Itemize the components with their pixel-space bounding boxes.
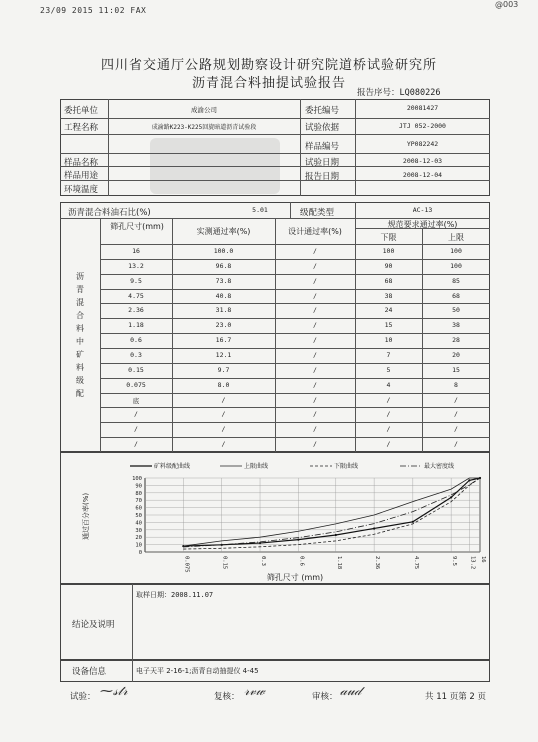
test-date-value: 2008-12-03 — [402, 157, 443, 165]
row-12-passing: / — [221, 425, 226, 434]
row-10-passing: / — [221, 395, 226, 404]
row-9-design: / — [313, 380, 317, 389]
row-2-design: / — [313, 276, 317, 285]
row-11-sieve: / — [134, 410, 138, 419]
row-7-sieve: 0.3 — [130, 351, 142, 360]
row-5-sieve: 1.18 — [128, 321, 144, 330]
row-13-sieve: / — [134, 440, 138, 449]
y-tick-label-4: 40 — [135, 520, 142, 527]
report-title: 沥青混合料抽提试验报告 — [191, 76, 346, 91]
fax-timestamp: 23/09 2015 11:02 FAX — [40, 6, 147, 15]
row-13-passing: / — [221, 440, 226, 449]
row-7-design: / — [313, 351, 317, 360]
y-tick-label-8: 80 — [135, 490, 142, 497]
sample-no-label: 样品编号 — [305, 142, 340, 152]
conclusion-box — [60, 584, 490, 660]
y-tick-label-5: 50 — [135, 513, 142, 519]
row-1-design: / — [313, 261, 317, 270]
design-header: 设计通过率(%) — [288, 227, 342, 236]
x-axis-label: 筛孔尺寸 (mm) — [266, 573, 324, 582]
x-tick-label-9: 16 — [480, 556, 486, 563]
row-0-passing: 100.0 — [213, 247, 234, 255]
legend-label-0: 矿料级配曲线 — [154, 463, 191, 470]
x-tick-label-3: 0.6 — [298, 556, 305, 566]
series-0-point-4 — [335, 534, 337, 536]
row-10-lower: / — [386, 395, 391, 404]
row-4-passing: 31.8 — [215, 306, 232, 315]
row-8-sieve: 0.15 — [128, 365, 144, 374]
row-13-upper: / — [454, 440, 458, 449]
oil-ratio-label: 沥青混合料油石比(%) — [68, 208, 151, 218]
sampling-date — [136, 590, 213, 600]
row-11-passing: / — [221, 410, 226, 419]
row-2-passing: 73.8 — [215, 276, 232, 285]
row-0-lower: 100 — [382, 247, 395, 255]
row-6-upper: 28 — [452, 336, 460, 345]
equipment-value: 电子天平 2-16-1;沥青自动抽提仪 4-45 — [136, 667, 259, 675]
x-tick-label-8: 13.2 — [469, 556, 476, 570]
row-12-design: / — [313, 425, 317, 434]
series-line-2 — [183, 478, 480, 549]
lower-header: 下限 — [380, 233, 397, 242]
reviewer-signature: 𝓇𝓋𝓌 — [244, 684, 265, 699]
row-10-sieve: 底 — [132, 396, 140, 405]
row-3-sieve: 4.75 — [128, 291, 144, 300]
row-6-passing: 16.7 — [215, 336, 232, 345]
oil-ratio-value: 5.01 — [252, 206, 268, 214]
commission-no-label: 委托编号 — [305, 106, 340, 116]
grading-chart — [60, 452, 490, 584]
report-number-value: LQ080226 — [399, 88, 441, 98]
client-label: 委托单位 — [64, 106, 99, 116]
row-9-lower: 4 — [386, 380, 391, 389]
y-tick-label-10: 100 — [132, 476, 142, 482]
x-tick-label-1: 0.15 — [221, 556, 228, 570]
row-0-design: / — [313, 247, 317, 255]
row-2-lower: 68 — [384, 276, 393, 285]
y-tick-label-9: 90 — [135, 483, 142, 490]
row-9-passing: 8.0 — [217, 380, 230, 389]
equipment-label: 设备信息 — [72, 667, 107, 677]
commission-no-value: 20081427 — [406, 104, 439, 112]
y-tick-label-0: 0 — [138, 550, 142, 556]
row-8-passing: 9.7 — [217, 365, 230, 374]
y-tick-label-6: 60 — [135, 505, 142, 512]
upper-header: 上限 — [448, 233, 464, 242]
basis-value: JTJ 052-2000 — [399, 122, 446, 130]
row-10-design: / — [313, 395, 317, 404]
series-0-point-5 — [373, 527, 375, 529]
row-8-upper: 15 — [452, 365, 460, 374]
sample-no-value: YP082242 — [406, 140, 439, 148]
row-7-passing: 12.1 — [215, 351, 232, 360]
page-count: 共 11 页第 2 页 — [425, 692, 487, 702]
x-tick-label-2: 0.3 — [260, 556, 267, 566]
row-9-sieve: 0.075 — [126, 380, 146, 389]
row-5-upper: 38 — [452, 321, 460, 330]
x-tick-label-0: 0.075 — [183, 556, 190, 573]
row-0-upper: 100 — [450, 247, 462, 255]
legend-label-3: 最大密度线 — [424, 463, 455, 470]
row-6-sieve: 0.6 — [130, 336, 142, 345]
row-4-lower: 24 — [384, 306, 393, 315]
test-date-label: 试验日期 — [305, 158, 340, 168]
sampling-date-label: 取样日期： — [136, 591, 171, 599]
series-0-point-3 — [297, 539, 299, 541]
row-1-lower: 90 — [384, 261, 393, 270]
row-12-upper: / — [454, 425, 458, 434]
row-3-design: / — [313, 291, 317, 300]
stamp-smudge — [150, 138, 280, 194]
series-0-point-8 — [468, 479, 470, 481]
row-12-sieve: / — [134, 425, 138, 434]
audit-label: 审核： — [312, 692, 338, 702]
y-tick-label-2: 20 — [135, 535, 142, 542]
sample-use-label: 样品用途 — [64, 171, 99, 181]
row-2-sieve: 9.5 — [130, 276, 142, 285]
tester-signature: ⁓𝓈𝓉𝓇 — [100, 684, 128, 699]
row-13-lower: / — [386, 440, 391, 449]
institute-title: 四川省交通厅公路规划勘察设计研究院道桥试验研究所 — [100, 58, 437, 73]
row-12-lower: / — [386, 425, 391, 434]
series-0-point-7 — [450, 496, 452, 498]
test-label: 试验： — [70, 692, 96, 702]
x-tick-label-5: 2.36 — [374, 556, 381, 570]
row-1-sieve: 13.2 — [128, 261, 144, 270]
client-value: 成渝公司 — [191, 106, 217, 114]
report-date-label: 报告日期 — [305, 172, 340, 182]
side-label: 沥青混合料中矿料级配 — [76, 272, 84, 398]
row-11-design: / — [313, 410, 317, 419]
row-2-upper: 85 — [452, 276, 460, 285]
row-8-lower: 5 — [386, 365, 391, 374]
grading-type-value: AC-13 — [412, 206, 433, 214]
series-0-point-6 — [412, 521, 414, 523]
report-number-label: 报告序号： — [357, 88, 400, 98]
row-5-lower: 15 — [384, 321, 393, 330]
row-13-design: / — [313, 440, 317, 449]
project-value: 成渝路K223-K225回旋暗道沥青试验段 — [151, 124, 257, 131]
row-11-upper: / — [454, 410, 458, 419]
x-tick-label-7: 9.5 — [451, 556, 458, 566]
series-line-0 — [183, 478, 480, 546]
row-1-passing: 96.8 — [215, 261, 232, 270]
env-temp-label: 环境温度 — [64, 185, 99, 195]
auditor-signature: 𝒶𝓊𝒹 — [340, 684, 362, 699]
row-5-passing: 23.0 — [215, 321, 232, 330]
y-tick-label-1: 10 — [135, 542, 142, 549]
row-1-upper: 100 — [450, 261, 462, 270]
x-tick-label-4: 1.18 — [335, 556, 342, 570]
row-3-lower: 38 — [384, 291, 393, 300]
sample-name-label: 样品名称 — [64, 158, 99, 168]
row-9-upper: 8 — [454, 380, 458, 389]
row-8-design: / — [313, 365, 317, 374]
spec-header: 规范要求通过率(%) — [387, 220, 458, 229]
grading-type-label: 级配类型 — [300, 208, 335, 218]
y-tick-label-7: 70 — [135, 498, 142, 505]
passing-header: 实测通过率(%) — [196, 227, 251, 236]
report-date-value: 2008-12-04 — [402, 171, 443, 179]
row-3-passing: 40.8 — [215, 291, 232, 300]
row-7-upper: 20 — [452, 351, 460, 360]
conclusion-label: 结论及说明 — [72, 620, 115, 630]
fax-page-mark: @003 — [495, 0, 519, 9]
equipment-box — [60, 660, 490, 682]
legend-label-1: 上限曲线 — [244, 463, 269, 470]
row-7-lower: 7 — [386, 351, 391, 360]
x-tick-label-6: 4.75 — [412, 556, 419, 570]
row-5-design: / — [313, 321, 317, 330]
sieve-header: 筛孔尺寸(mm) — [110, 222, 164, 231]
row-0-sieve: 16 — [132, 247, 140, 255]
row-4-upper: 50 — [452, 306, 460, 315]
y-tick-label-3: 30 — [135, 527, 142, 534]
review-label: 复核： — [214, 692, 240, 702]
project-label: 工程名称 — [64, 123, 99, 133]
legend-label-2: 下限曲线 — [334, 463, 359, 470]
row-3-upper: 68 — [452, 291, 460, 300]
sampling-date-value: 2008.11.07 — [171, 591, 214, 599]
row-6-design: / — [313, 336, 317, 345]
report-number — [357, 86, 440, 98]
row-4-sieve: 2.36 — [128, 306, 144, 315]
series-0-point-2 — [259, 542, 261, 544]
row-11-lower: / — [386, 410, 391, 419]
row-4-design: / — [313, 306, 317, 315]
row-10-upper: / — [454, 395, 458, 404]
series-line-3 — [183, 478, 480, 547]
basis-label: 试验依据 — [305, 123, 340, 133]
y-axis-label: 通过百分率(%) — [82, 492, 90, 540]
row-6-lower: 10 — [384, 336, 393, 345]
